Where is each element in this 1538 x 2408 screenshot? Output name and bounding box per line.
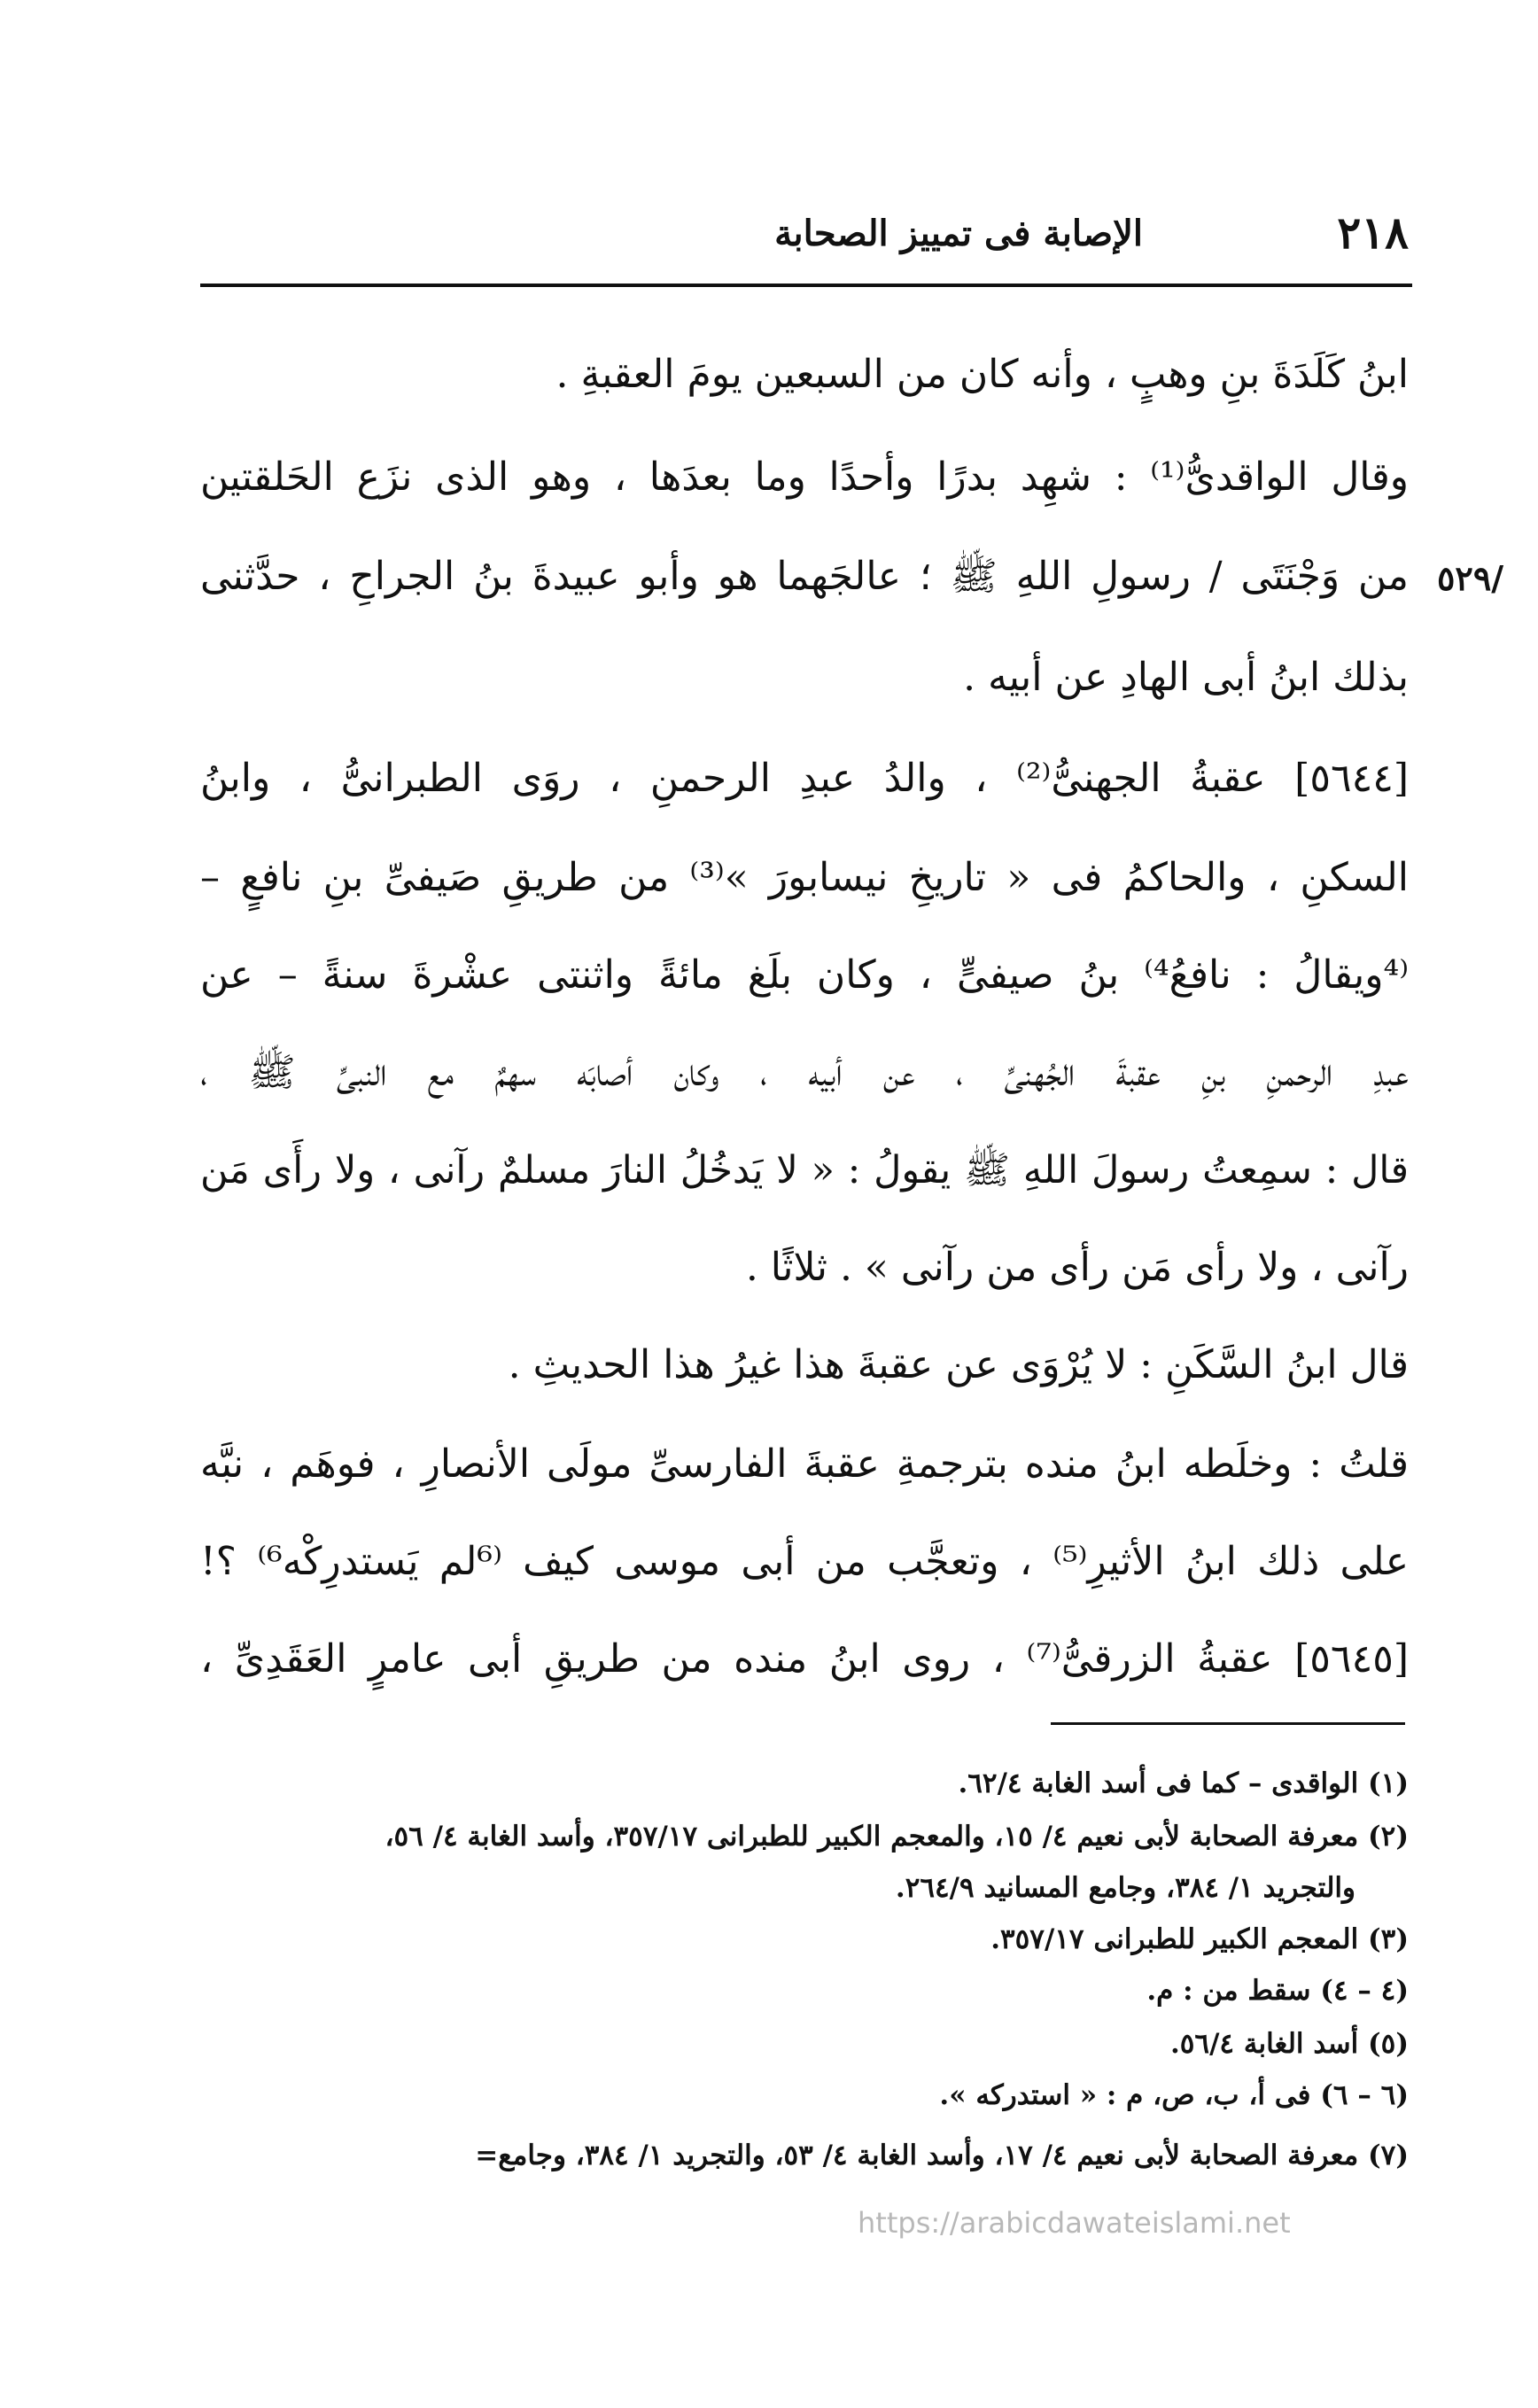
entry-5644-line-1: [٥٦٤٤] عقبةُ الجهنىُّ⁽²⁾ ، والدُ عبدِ الرحمنِ ، روَى الطبرانىُّ ، وابنُ <box>200 756 1410 801</box>
footnote-4: (٤ – ٤) سقط من : م. <box>1146 1975 1409 2007</box>
body-line-11: قال ابنُ السَّكَنِ : لا يُرْوَى عن عقبةَ هذا غيرُ هذا الحديثِ . <box>508 1342 1409 1387</box>
footnote-5: (٥) أسد الغابة ٥٦/٤. <box>1169 2028 1409 2060</box>
body-line-13: على ذلك ابنُ الأثيرِ⁽⁵⁾ ، وتعجَّب من أبى موسى كيف ⁽⁶لم يَستدرِكْه⁶⁾ ؟! <box>200 1539 1409 1584</box>
margin-page-reference: ٥٢٩/ <box>1437 558 1504 598</box>
body-line-12: قلتُ : وخلَطه ابنُ منده بترجمةِ عقبةَ الفارسىِّ مولَى الأنصارِ ، فوهَم ، نبَّه <box>200 1441 1409 1487</box>
footnote-6: (٦ – ٦) فى أ، ب، ص، م : « استدركه ». <box>939 2079 1409 2111</box>
footnote-2: (٢) معرفة الصحابة لأبى نعيم ٤/ ١٥، والمعجم الكبير للطبرانى ٣٥٧/١٧، وأسد الغابة ٤/ ٥٦، <box>384 1821 1409 1853</box>
body-line-7: ⁽⁴ويقالُ : نافعُ⁴⁾ بنُ صيفىٍّ ، وكان بلَغ مائةً واثنتى عشْرةَ سنةً – عن <box>200 952 1409 998</box>
footnote-2-continued: والتجريد ١/ ٣٨٤، وجامع المسانيد ٢٦٤/٩. <box>895 1872 1355 1904</box>
running-title: الإصابة فى تمييز الصحابة <box>774 213 1143 254</box>
footnote-1: (١) الواقدى – كما فى أسد الغابة ٦٢/٤. <box>958 1767 1409 1799</box>
page-number: ٢١٨ <box>1337 206 1409 259</box>
watermark-url: https://arabicdawateislami.net <box>858 2206 1291 2240</box>
body-line-8: عبدِ الرحمنِ بنِ عقبةَ الجُهنىِّ ، عن أبيه ، وكان أصابَه سهمٌ مع النبىِّ ﷺ ، <box>200 1050 1409 1095</box>
page-header <box>204 202 1409 264</box>
footnote-3: (٣) المعجم الكبير للطبرانى ٣٥٧/١٧. <box>990 1923 1409 1955</box>
body-line-1: ابنُ كَلَدَةَ بنِ وهبٍ ، وأنه كان من السبعين يومَ العقبةِ . <box>555 352 1409 397</box>
entry-5645-line-1: [٥٦٤٥] عقبةُ الزرقىُّ⁽⁷⁾ ، روى ابنُ منده من طريقِ أبى عامرٍ العَقَدِىِّ ، <box>200 1636 1409 1682</box>
body-line-6: السكنِ ، والحاكمُ فى « تاريخِ نيسابورَ »⁽³⁾ من طريقِ صَيفىِّ بنِ نافعٍ – <box>200 855 1409 900</box>
footnote-separator <box>1051 1722 1405 1725</box>
body-line-2: وقال الواقدىُّ⁽¹⁾ : شهِد بدرًا وأحدًا وما بعدَها ، وهو الذى نزَع الحَلقتين <box>200 454 1409 500</box>
body-line-9: قال : سمِعتُ رسولَ اللهِ ﷺ يقولُ : « لا يَدخُلُ النارَ مسلمٌ رآنى ، ولا رأَى مَن <box>200 1148 1409 1192</box>
body-line-3: من وَجْنَتَى / رسولِ اللهِ ﷺ ؛ عالجَهما هو وأبو عبيدةَ بنُ الجراحِ ، حدَّثنى <box>200 554 1409 599</box>
body-line-4: بذلك ابنُ أبى الهادِ عن أبيه . <box>963 655 1409 700</box>
header-rule <box>200 284 1412 287</box>
body-line-10: رآنى ، ولا رأى مَن رأى من رآنى » . ثلاثًا . <box>745 1245 1409 1290</box>
footnote-7: (٧) معرفة الصحابة لأبى نعيم ٤/ ١٧، وأسد الغابة ٤/ ٥٣، والتجريد ١/ ٣٨٤، وجامع= <box>475 2140 1409 2171</box>
